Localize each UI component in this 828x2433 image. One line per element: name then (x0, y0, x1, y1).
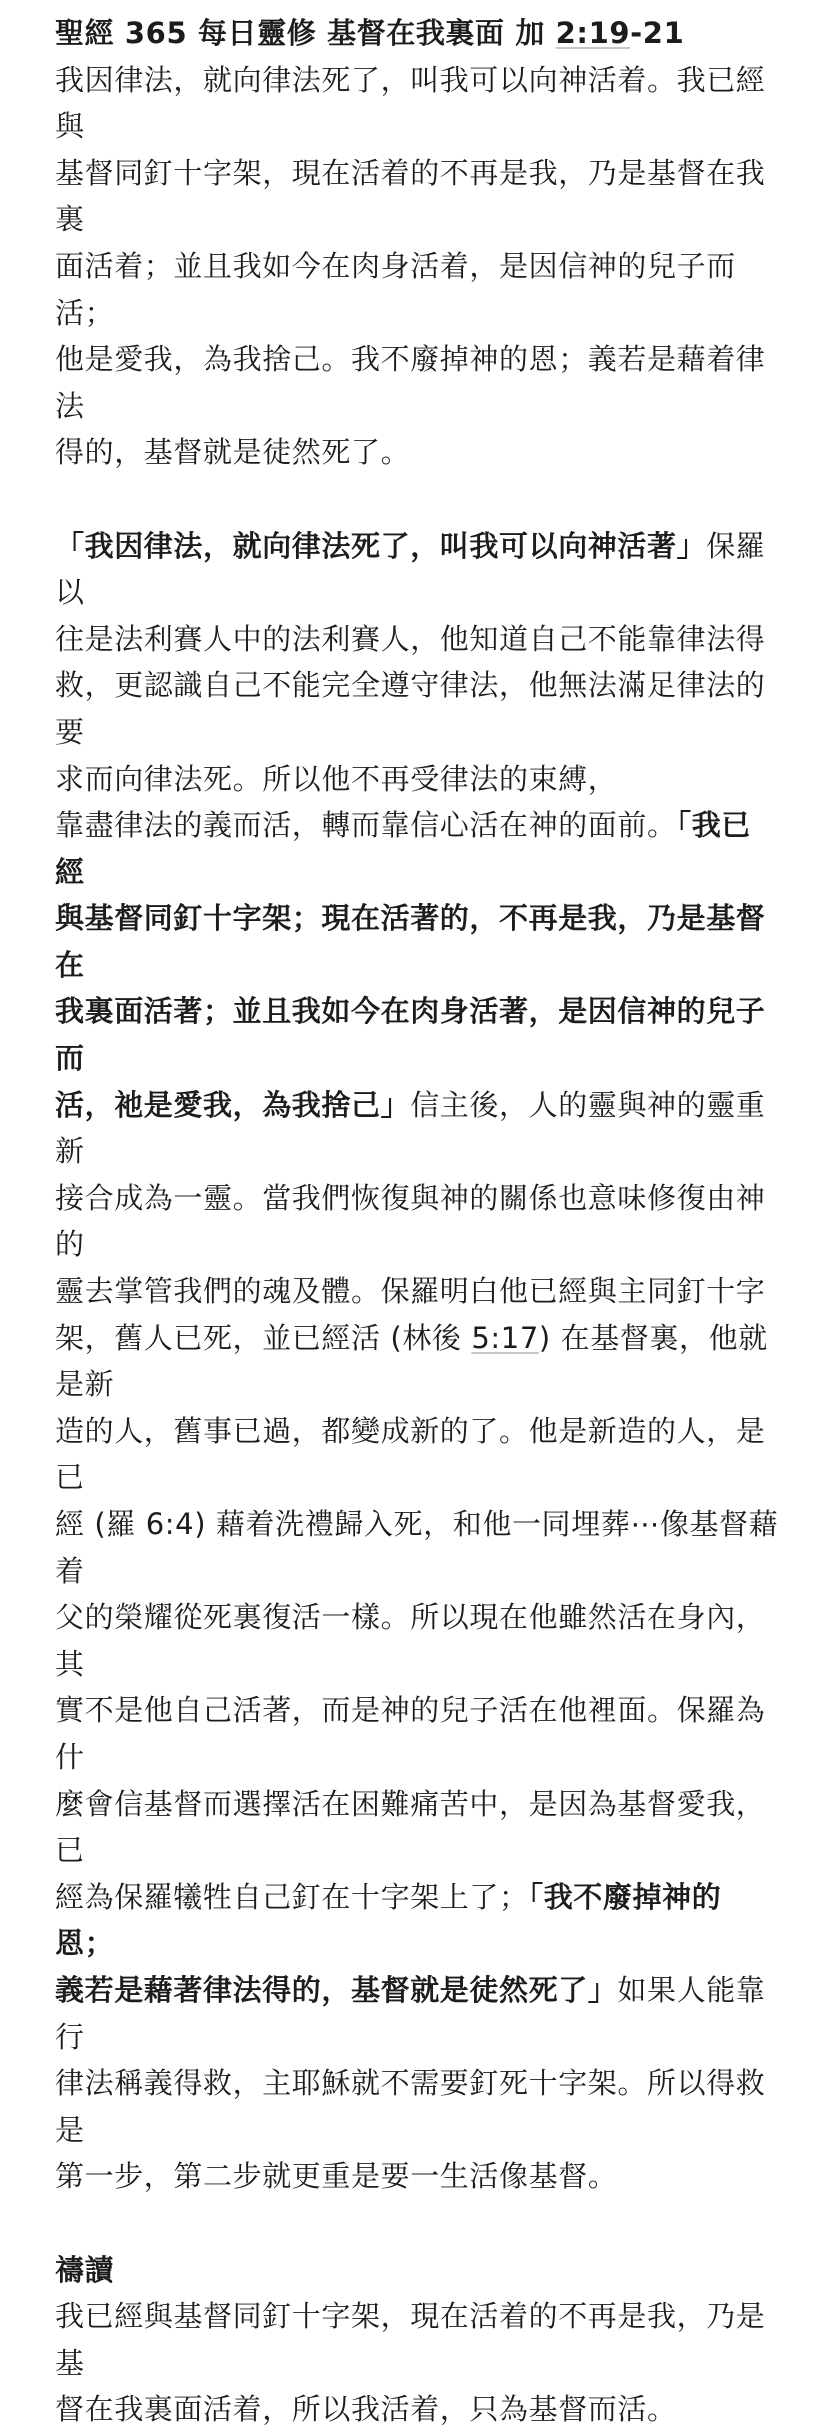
commentary-text-4: 如果人能靠行 律法稱義得救，主耶穌就不需要釘死十字架。所以得救是 第一步，第二步就更重是要一生活像基督。 (55, 1972, 766, 2194)
quote-2: 「我已經 與基督同釘十字架；現在活著的，不再是我，乃是基督在 我裏面活著；並且我如今在肉身活著，是因信神的兒子而 活，祂是愛我，為我捨己」 (55, 808, 766, 1122)
title-line (55, 10, 780, 57)
title-prefix: 聖經 365 每日靈修 基督在我裏面 加 (55, 16, 556, 50)
commentary-text-2: 信主後，人的靈與神的靈重新 接合成為一靈。當我們恢復與神的關係也意味修復由神的 靈去掌管我們的魂及體。保羅明白他已經與主同釘十字 架，舊人已死，並已經活 (林後 (55, 1087, 766, 1355)
verse-text: 我因律法，就向律法死了，叫我可以向神活着。我已經與 基督同釘十字架，現在活着的不再是我，乃是基督在我裏 面活着；並且我如今在肉身活着，是因信神的兒子而活； 他是愛我，為我捨己。我不廢掉神的恩；義若是藉着律法 得的，基督就是徒然死了。 (55, 62, 766, 470)
commentary-text-3: ) 在基督裏，他就是新 造的人，舊事已過，都變成新的了。他是新造的人，是已 經 (羅 6:4) 藉着洗禮歸入死，和他一同埋葬⋯像基督藉着 父的榮耀從死裏復活一樣。所以現在他雖然活在身內，其 實不是他自己活著，而是神的兒子活在他裡面。保羅為什 麼會信基督而選擇活在困難痛苦中，是因為基督愛我，已 經為保羅犧牲自己釘在十字架上了； (55, 1320, 779, 1914)
commentary-paragraph (55, 523, 780, 2200)
quote-1: 「我因律法，就向律法死了，叫我可以向神活著」 (55, 528, 707, 563)
paragraph-gap (55, 476, 780, 523)
scripture-reference-link-2[interactable]: 5:17 (471, 1320, 539, 1355)
title-suffix: -21 (630, 16, 685, 50)
commentary-text-1: 保羅以 往是法利賽人中的法利賽人，他知道自己不能靠律法得 救，更認識自己不能完全遵守律法，他無法滿足律法的要 求而向律法死。所以他不再受律法的束縛， 靠盡律法的義而活，轉而靠信心活在神的面前。 (55, 528, 766, 843)
scripture-reference-link[interactable]: 2:19 (555, 16, 631, 50)
paragraph-gap (55, 2200, 780, 2247)
prayer-text: 我已經與基督同釘十字架，現在活着的不再是我，乃是基 督在我裏面活着，所以我活着，只為基督而活。 (55, 2299, 766, 2427)
devotional-article (55, 10, 780, 2433)
prayer-heading: 禱讀 (55, 2252, 115, 2287)
quote-3: 「我不廢掉神的恩； 義若是藉著律法得的，基督就是徒然死了」 (55, 1879, 722, 2007)
